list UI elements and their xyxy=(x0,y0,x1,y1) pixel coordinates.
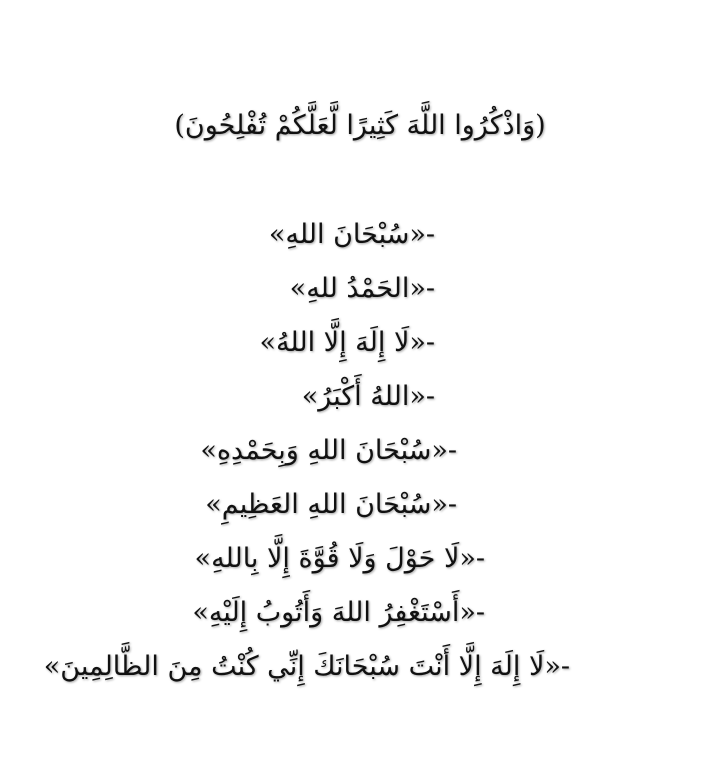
dhikr-text: -«لَا إِلَهَ إِلَّا اللهُ» xyxy=(259,327,435,358)
dhikr-text: -«لَا إِلَهَ إِلَّا أَنْتَ سُبْحَانَكَ إِنِّي كُنْتُ مِنَ الظَّالِمِينَ» xyxy=(43,651,570,682)
dhikr-text: -«اللهُ أَكْبَرُ» xyxy=(301,381,435,412)
quran-verse: (وَاذْكُرُوا اللَّهَ كَثِيرًا لَّعَلَّكُمْ تُفْلِحُونَ) xyxy=(174,110,546,141)
dhikr-item xyxy=(0,478,720,532)
dhikr-text: -«لَا حَوْلَ وَلَا قُوَّةَ إِلَّا بِاللهِ» xyxy=(194,543,485,574)
dhikr-text: -«أَسْتَغْفِرُ اللهَ وَأَتُوبُ إِلَيْهِ» xyxy=(192,597,485,628)
dhikr-text: -«الحَمْدُ للهِ» xyxy=(289,273,435,304)
dhikr-item xyxy=(0,532,720,586)
dhikr-text: -«سُبْحَانَ اللهِ» xyxy=(268,219,435,250)
dhikr-item xyxy=(0,316,720,370)
dhikr-item xyxy=(0,640,720,694)
dhikr-item xyxy=(0,586,720,640)
adhkar-list xyxy=(0,208,720,694)
dhikr-text: -«سُبْحَانَ اللهِ العَظِيمِ» xyxy=(205,489,457,520)
dhikr-item xyxy=(0,208,720,262)
dhikr-text: -«سُبْحَانَ اللهِ وَبِحَمْدِهِ» xyxy=(200,435,457,466)
dhikr-item xyxy=(0,262,720,316)
dhikr-item xyxy=(0,424,720,478)
dhikr-item xyxy=(0,370,720,424)
